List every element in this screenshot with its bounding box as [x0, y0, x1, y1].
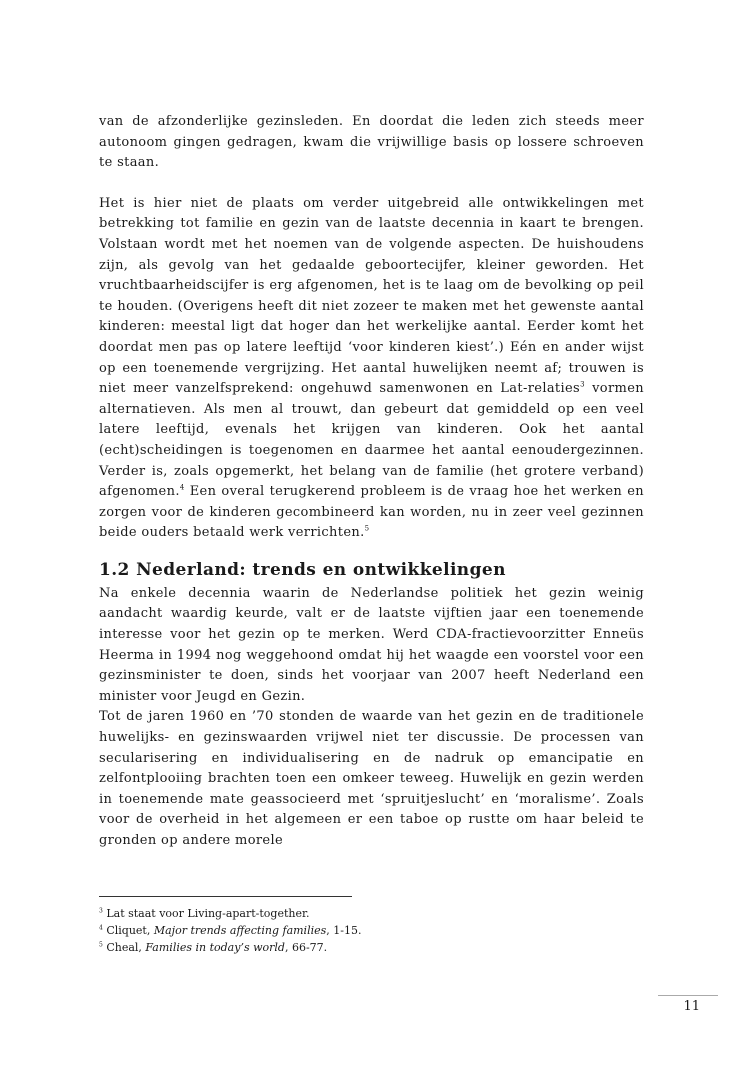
footnote-5-post: , 66-77.: [284, 941, 328, 954]
footnote-5: [99, 939, 644, 956]
footnote-num-5: 5: [99, 941, 103, 949]
footnote-3-text: Lat staat voor Living-apart-together.: [106, 907, 310, 920]
page-number-divider: [658, 995, 718, 996]
paragraph-2: [99, 194, 644, 544]
footnote-4: [99, 922, 644, 939]
footnote-5-pre: Cheal,: [106, 941, 146, 954]
body-text: [99, 112, 644, 852]
footnote-4-pre: Cliquet,: [106, 924, 154, 937]
footnotes: [99, 905, 644, 956]
footnote-num-3: 3: [99, 907, 103, 915]
footnote-ref-4[interactable]: 4: [179, 483, 185, 492]
page-number: 11: [683, 999, 700, 1014]
footnote-num-4: 4: [99, 924, 103, 932]
footnote-4-post: , 1-15.: [326, 924, 362, 937]
footnote-3: [99, 905, 644, 922]
paragraph-2-part-b: vormen alternatieven. Als men al trouwt, dan gebeurt dat gemiddeld op een veel latere leeftijd, evenals het krijgen van kinderen. Ook het aantal (echt)scheidingen is toegenomen en daarmee het aantal eenoudergezinnen. Verder is, zoals opgemerkt, het belang van de familie (het grotere verband) afgenomen.: [99, 381, 644, 500]
paragraph-1: van de afzonderlijke gezinsleden. En doordat die leden zich steeds meer autonoom gingen gedragen, kwam die vrijwillige basis op lossere schroeven te staan.: [99, 114, 644, 171]
paragraph-3: Na enkele decennia waarin de Nederlandse politiek het gezin weinig aandacht waardig keurde, valt er de laatste vijftien jaar een toenemende interesse voor het gezin op te merken. Werd CDA-fractievoorzitter Enneüs Heerma in 1994 nog weggehoond omdat hij het waagde een voorstel voor een gezinsminister te doen, sinds het voorjaar van 2007 heeft Nederland een minister voor Jeugd en Gezin.: [99, 585, 644, 704]
paragraph-2-part-a: Het is hier niet de plaats om verder uitgebreid alle ontwikkelingen met betrekking tot familie en gezin van de laatste decennia in kaart te brengen. Volstaan wordt met het noemen van de volgende aspecten. De huishoudens zijn, als gevolg van het gedaalde geboortecijfer, kleiner geworden. Het vruchtbaarheidscijfer is erg afgenomen, het is te laag om de bevolking op peil te houden. (Overigens heeft dit niet zozeer te maken met het gewenste aantal kinderen: meestal ligt dat hoger dan het werkelijke aantal. Eerder komt het doordat men pas op latere leeftijd ‘voor kinderen kiest’.) Eén en ander wijst op een toenemende vergrijzing. Het aantal huwelijken neemt af; trouwen is niet meer vanzelfsprekend: ongehuwd samenwonen en Lat-relaties: [99, 195, 644, 397]
paragraph-4: Tot de jaren 1960 en ’70 stonden de waarde van het gezin en de traditionele huwelijks- en gezinswaarden vrijwel niet ter discussie. De processen van secularisering en individualisering en de nadruk op emancipatie en zelfontplooiing brachten toen een omkeer teweeg. Huwelijk en gezin werden in toenemende mate geassocieerd met ‘spruitjeslucht’ en ‘moralisme’. Zoals voor de overheid in het algemeen er een taboe op rustte om haar beleid te gronden op andere morele: [99, 709, 644, 848]
paragraph-2-part-c: Een overal terugkerend probleem is de vraag hoe het werken en zorgen voor de kinderen gecombineerd kan worden, nu in zeer veel gezinnen beide ouders betaald werk verrichten.: [99, 484, 644, 541]
footnote-divider: [99, 896, 352, 897]
section-heading: 1.2 Nederland: trends en ontwikkelingen: [99, 559, 506, 580]
footnote-4-title: Major trends affecting families: [153, 924, 327, 937]
footnote-ref-3[interactable]: 3: [580, 380, 585, 389]
footnote-5-title: Families in today’s world: [145, 941, 285, 954]
footnote-ref-5[interactable]: 5: [364, 524, 370, 533]
